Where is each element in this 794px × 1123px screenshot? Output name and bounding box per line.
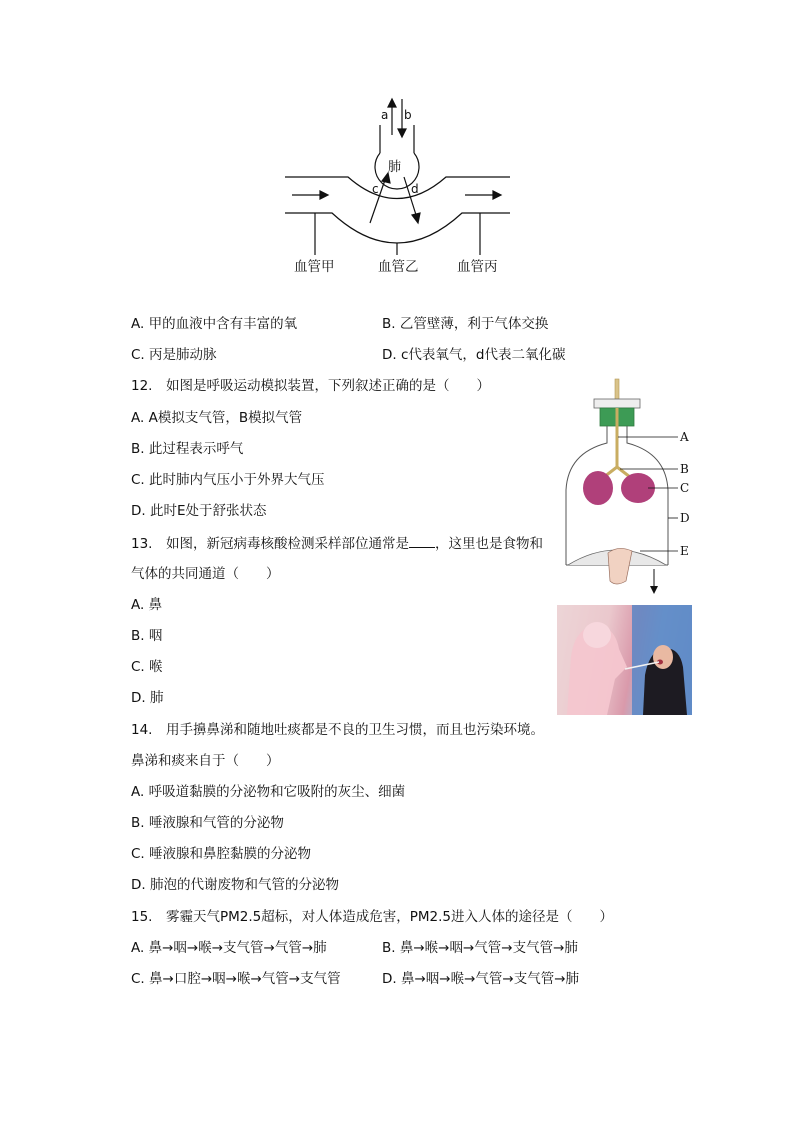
q15-stem: 15. 雾霾天气PM2.5超标，对人体造成危害，PM2.5进入人体的途径是（ ） [131,909,613,925]
q11-option-d: D. c代表氧气，d代表二氧化碳 [382,347,566,363]
q13-stem-line2: 气体的共同通道（ ） [131,566,280,582]
model-label-b: B [680,462,689,476]
q14-option-c: C. 唾液腺和鼻腔黏膜的分泌物 [131,846,312,862]
q14-option-d: D. 肺泡的代谢废物和气管的分泌物 [131,877,339,893]
vessel-bing-label: 血管丙 [457,259,498,275]
model-label-e: E [680,544,689,558]
q15-option-c: C. 鼻→口腔→咽→喉→气管→支气管 [131,971,341,987]
swab-sampling-photo [557,605,692,715]
q11-option-c: C. 丙是肺动脉 [131,347,217,363]
q15-option-b: B. 鼻→喉→咽→气管→支气管→肺 [382,940,578,956]
label-a: a [381,108,389,122]
lung-vessel-diagram [280,95,520,280]
q13-option-b: B. 咽 [131,628,163,644]
q12-option-b: B. 此过程表示呼气 [131,441,244,457]
q13-option-c: C. 喉 [131,659,163,675]
q11-option-a: A. 甲的血液中含有丰富的氧 [131,316,298,332]
q15-option-d: D. 鼻→咽→喉→气管→支气管→肺 [382,971,580,987]
breathing-model-diagram [560,375,700,600]
q13-option-d: D. 肺 [131,690,164,706]
q13-stem-part2: ，这里也是食物和 [434,536,543,552]
q13-stem-line1 [131,533,543,553]
q14-option-a: A. 呼吸道黏膜的分泌物和它吸附的灰尘、细菌 [131,784,406,800]
q14-stem-line2: 鼻涕和痰来自于（ ） [131,753,280,769]
q12-option-a: A. A模拟支气管，B模拟气管 [131,410,303,426]
label-lung: 肺 [388,160,402,175]
q12-option-c: C. 此时肺内气压小于外界大气压 [131,472,325,488]
model-label-c: C [680,481,690,495]
label-d: d [411,182,419,196]
q14-option-b: B. 唾液腺和气管的分泌物 [131,815,284,831]
q11-option-b: B. 乙管壁薄，利于气体交换 [382,316,549,332]
q13-option-a: A. 鼻 [131,597,163,613]
vessel-jia-label: 血管甲 [294,259,335,275]
label-b: b [404,108,412,122]
model-label-a: A [680,430,689,444]
vessel-yi-label: 血管乙 [378,259,419,275]
q12-stem: 12. 如图是呼吸运动模拟装置，下列叙述正确的是（ ） [131,378,490,394]
q15-option-a: A. 鼻→咽→喉→支气管→气管→肺 [131,940,327,956]
q13-stem-part1: 13. 如图，新冠病毒核酸检测采样部位通常是 [131,536,409,552]
q14-stem-line1: 14. 用手擤鼻涕和随地吐痰都是不良的卫生习惯，而且也污染环境。 [131,722,544,738]
q13-answer-blank [409,533,435,548]
q12-option-d: D. 此时E处于舒张状态 [131,503,267,519]
label-c: c [372,182,379,196]
model-label-d: D [680,511,690,525]
